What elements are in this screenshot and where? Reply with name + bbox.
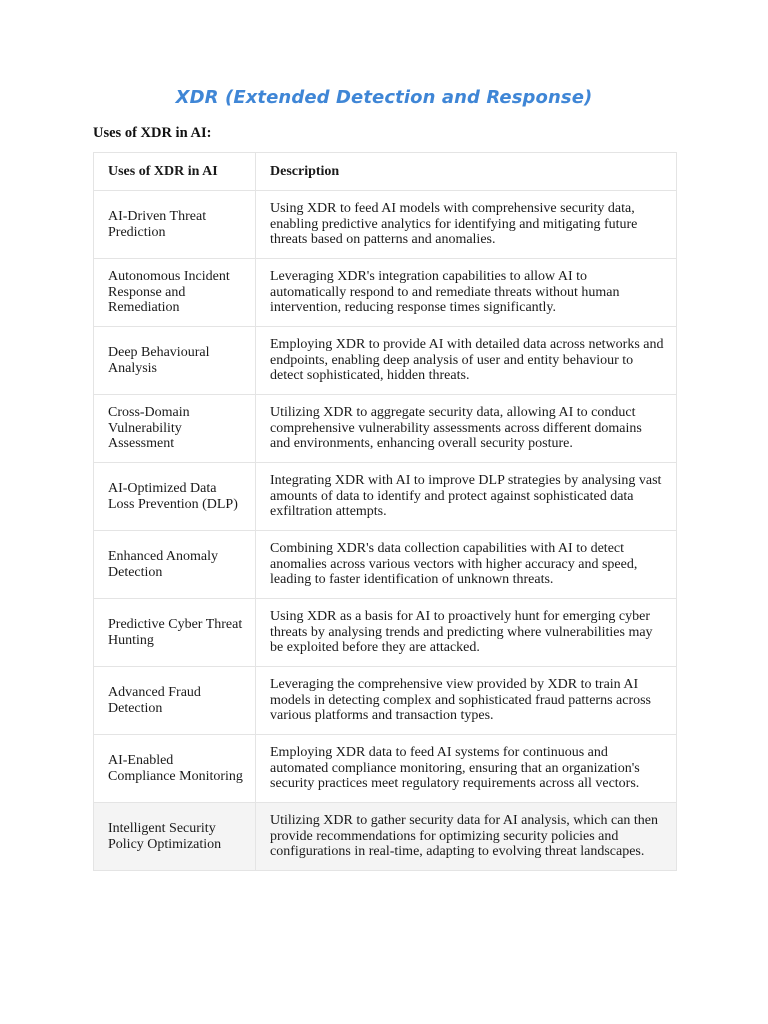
use-cell: AI-Enabled Compliance Monitoring xyxy=(94,735,256,803)
description-cell: Leveraging XDR's integration capabilities to allow AI to automatically respond to and remediate threats without human intervention, reducing response times significantly. xyxy=(256,259,677,327)
use-cell: AI-Optimized Data Loss Prevention (DLP) xyxy=(94,463,256,531)
table-row xyxy=(94,463,677,531)
table-header-row xyxy=(94,153,677,191)
table-row xyxy=(94,327,677,395)
use-cell: AI-Driven Threat Prediction xyxy=(94,191,256,259)
use-cell: Cross-Domain Vulnerability Assessment xyxy=(94,395,256,463)
table-row xyxy=(94,395,677,463)
use-cell: Intelligent Security Policy Optimization xyxy=(94,803,256,871)
description-cell: Employing XDR data to feed AI systems for continuous and automated compliance monitoring, ensuring that an organization's security practices meet regulatory requirements across all vectors. xyxy=(256,735,677,803)
table-header xyxy=(94,153,677,191)
use-cell: Enhanced Anomaly Detection xyxy=(94,531,256,599)
description-cell: Utilizing XDR to gather security data for AI analysis, which can then provide recommendations for optimizing security policies and configurations in real-time, adapting to evolving threat landscapes. xyxy=(256,803,677,871)
table-row xyxy=(94,735,677,803)
description-cell: Using XDR as a basis for AI to proactively hunt for emerging cyber threats by analysing trends and predicting where vulnerabilities may be exploited before they are attacked. xyxy=(256,599,677,667)
table-row xyxy=(94,531,677,599)
document-title: XDR (Extended Detection and Response) xyxy=(175,87,593,108)
description-cell: Integrating XDR with AI to improve DLP strategies by analysing vast amounts of data to identify and protect against sophisticated data exfiltration attempts. xyxy=(256,463,677,531)
table-row xyxy=(94,599,677,667)
use-cell: Advanced Fraud Detection xyxy=(94,667,256,735)
description-cell: Combining XDR's data collection capabilities with AI to detect anomalies across various vectors with higher accuracy and speed, leading to faster identification of unknown threats. xyxy=(256,531,677,599)
table-body xyxy=(94,191,677,871)
description-cell: Employing XDR to provide AI with detailed data across networks and endpoints, enabling deep analysis of user and entity behaviour to detect sophisticated, hidden threats. xyxy=(256,327,677,395)
column-header-use: Uses of XDR in AI xyxy=(94,153,256,191)
description-cell: Using XDR to feed AI models with comprehensive security data, enabling predictive analytics for identifying and mitigating future threats based on patterns and anomalies. xyxy=(256,191,677,259)
column-header-description: Description xyxy=(256,153,677,191)
use-cell: Autonomous Incident Response and Remediation xyxy=(94,259,256,327)
table-row xyxy=(94,191,677,259)
use-cell: Predictive Cyber Threat Hunting xyxy=(94,599,256,667)
table-row xyxy=(94,803,677,871)
description-cell: Utilizing XDR to aggregate security data, allowing AI to conduct comprehensive vulnerability assessments across different domains and environments, enhancing overall security posture. xyxy=(256,395,677,463)
use-cell: Deep Behavioural Analysis xyxy=(94,327,256,395)
section-heading: Uses of XDR in AI: xyxy=(93,125,212,141)
xdr-uses-table xyxy=(93,152,677,871)
table-row xyxy=(94,259,677,327)
description-cell: Leveraging the comprehensive view provided by XDR to train AI models in detecting complex and sophisticated fraud patterns across various platforms and transaction types. xyxy=(256,667,677,735)
table-row xyxy=(94,667,677,735)
